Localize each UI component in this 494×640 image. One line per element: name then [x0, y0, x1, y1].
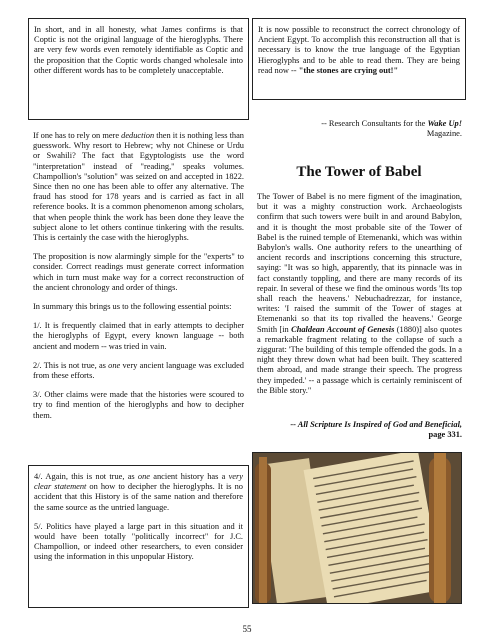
tower-body [257, 192, 462, 396]
emphasis-text: deduction [121, 131, 155, 140]
point-3: 3/. Other claims were made that the histories were scoured to try to find mention of the hieroglyphs and how to decipher them. [33, 390, 244, 420]
point-4 [34, 472, 243, 513]
deduction-paragraph [33, 131, 244, 243]
text-run: -- Research Consultants for the [321, 119, 428, 128]
text-run: very ancient language was excluded from these efforts. [33, 360, 244, 381]
text-run: (1880)] also quotes a remarkable fragment relating to the collapse of such a ziggurat: 'The building of this temple offended the gods. In a night they threw down what had been built. They scattered them abroad, and made strange their speech. The progress they impeded.' -- a passage which is certainly reminiscent of the Bible story." [257, 324, 462, 395]
credit-line [252, 119, 462, 139]
source-line-1: -- All Scripture Is Inspired of God and Beneficial, [290, 420, 462, 429]
text-run: The Tower of Babel is no mere figment of the imagination, but it was a mighty construction work. Archaeologists confirm that such towers were built in and around Babylon, and it is thought the most probable site of the Tower of Babel is the ruined temple of Etemenanki, which was within Babylon's walls. One authority refers to the unearthing of ancient records and inscriptions concerning this structure, saying: "It was so high, apparently, that its pinnacle was in fact constantly toppling, and there are many records of its repair. In several of these we find the ominous words 'Its top shall reach the heavens.' Nebuchadrezzar, for instance, writes: 'I raised the summit of the Tower of stages at Etemenanki so that its top rivalled the heavens.' George Smith [in [257, 192, 462, 334]
text-run: It is now possible to reconstruct the correct chronology of Ancient Egypt. To accomplish this reconstruction all that is necessary is to know the true language of the Egyptian Hieroglyphs and to be able to read them. They are being read now -- [258, 25, 460, 75]
scroll-illustration [253, 453, 462, 604]
magazine-name: Wake Up! [427, 119, 462, 128]
chronology-paragraph [258, 25, 460, 76]
text-run: 4/. Again, this is not true, as [34, 472, 138, 481]
text-run: then it is nothing less than guesswork. Why resort to Hebrew; why not Chinese or Urdu or Swahili? The fact that Egyptologists use the word "interpretation" instead of "reading," speaks volumes. Champollion's "solution" was seized on and accepted in 1822. Since then no one has been able to offer any alternative. The fraud has stood for 178 years and is carried as fact in all reference books. It is a common phenomenon among scholars, that when people think the work has been done they leave the subject alone to let others continue tinkering with the results. This is certainly the case with the hieroglyphs. [33, 131, 244, 243]
page-number: 55 [242, 624, 252, 634]
main-left-column [28, 131, 249, 421]
intro-box [28, 18, 249, 120]
tower-title: The Tower of Babel [296, 164, 422, 180]
tower-source [252, 420, 462, 440]
point-1: 1/. It is frequently claimed that in early attempts to decipher the hieroglyphs of Egypt, every known language -- both ancient and modern -- was tried in vain. [33, 321, 244, 351]
text-run: on how to decipher the hieroglyphs. It is no accident that this History is of the same nation and therefore the same source as the untried language. [34, 482, 243, 512]
source-line-2: page 331. [428, 430, 462, 440]
proposition-paragraph: The proposition is now alarmingly simple for the "experts" to consider. Correct readings must generate correct information which in turn must make way for a correct reconstruction of the ancient chronology and order of things. [33, 252, 244, 292]
emphasis-text: one [108, 360, 121, 370]
tower-article [252, 192, 466, 396]
points-box [28, 465, 249, 608]
chronology-box [252, 18, 466, 100]
intro-paragraph: In short, and in all honesty, what James confirms is that Coptic is not the original language of the hieroglyphs. There are very few words even remotely identifiable as Coptic and the proposition that the Coptic words changed wholesale into other different words has to be completely unacceptable. [34, 25, 243, 75]
credit-line-2: Magazine. [426, 129, 462, 139]
point-2 [33, 361, 244, 381]
text-run: 2/. This is not true, as [33, 360, 109, 370]
text-run: If one has to rely on mere [33, 131, 122, 140]
emphasis-text: very clear statement [34, 472, 244, 492]
emphasis-text: one [137, 472, 151, 481]
book-title: Chaldean Account of Genesis [291, 324, 395, 334]
torah-scroll-image [252, 452, 462, 604]
summary-paragraph: In summary this brings us to the following essential points: [33, 302, 232, 312]
point-5: 5/. Politics have played a large part in this situation and it would have been totally "politically incorrect" for J.C. Champollion, or indeed other researchers, to even consider using the information in this unpopular History. [34, 521, 243, 562]
text-run: ancient history has a [150, 472, 229, 481]
credit-line-1 [252, 119, 462, 129]
strong-text: "the stones are crying out!" [298, 65, 399, 75]
